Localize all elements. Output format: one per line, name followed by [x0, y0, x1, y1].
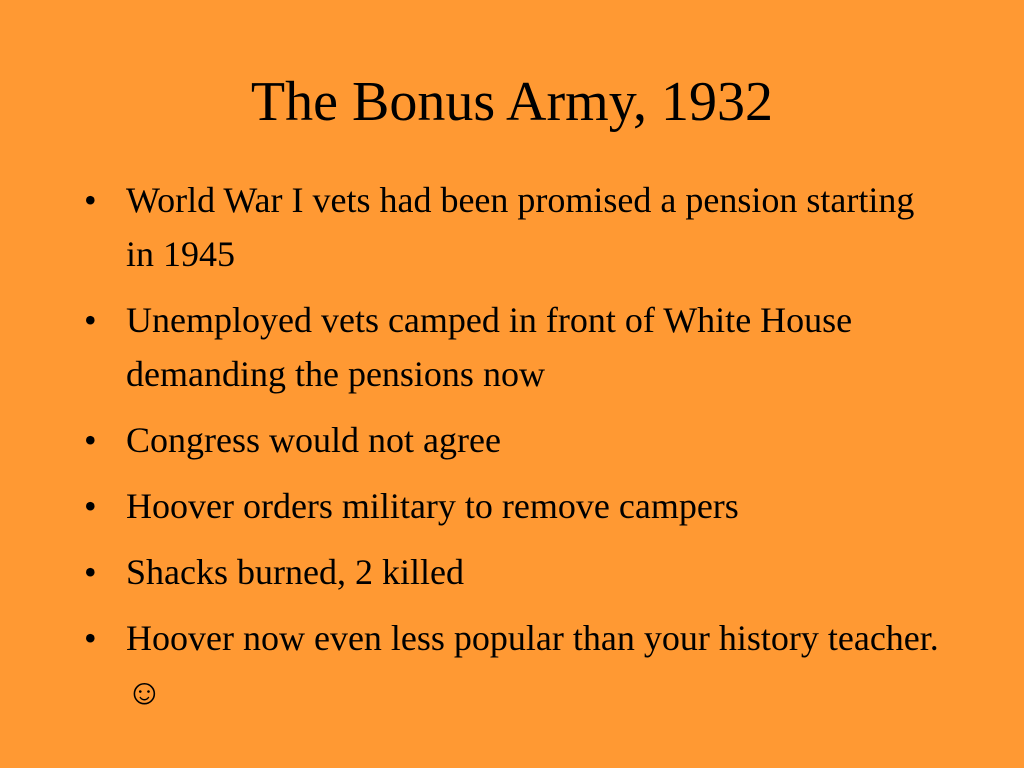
bullet-item [84, 545, 944, 599]
bullet-item [84, 293, 944, 401]
bullet-text: Congress would not agree [126, 420, 501, 460]
bullet-dot-icon: • [84, 300, 97, 340]
bullet-dot-icon: • [84, 552, 97, 592]
bullet-dot-icon: • [84, 180, 97, 220]
bullet-item [84, 173, 944, 281]
bullet-text: Unemployed vets camped in front of White House demanding the pensions now [126, 300, 853, 394]
slide-title: The Bonus Army, 1932 [250, 71, 774, 133]
bullet-item [84, 413, 944, 467]
bullet-dot-icon: • [84, 420, 97, 460]
bullet-text: Shacks burned, 2 killed [126, 552, 464, 592]
bullet-list [84, 173, 944, 731]
bullet-item [84, 611, 944, 719]
bullet-item [84, 479, 944, 533]
bullet-dot-icon: • [84, 618, 97, 658]
bullet-dot-icon: • [84, 486, 97, 526]
bullet-text: Hoover orders military to remove campers [126, 486, 739, 526]
bullet-text: Hoover now even less popular than your history teacher. ☺ [126, 618, 939, 712]
bullet-text: World War I vets had been promised a pension starting in 1945 [126, 180, 915, 274]
